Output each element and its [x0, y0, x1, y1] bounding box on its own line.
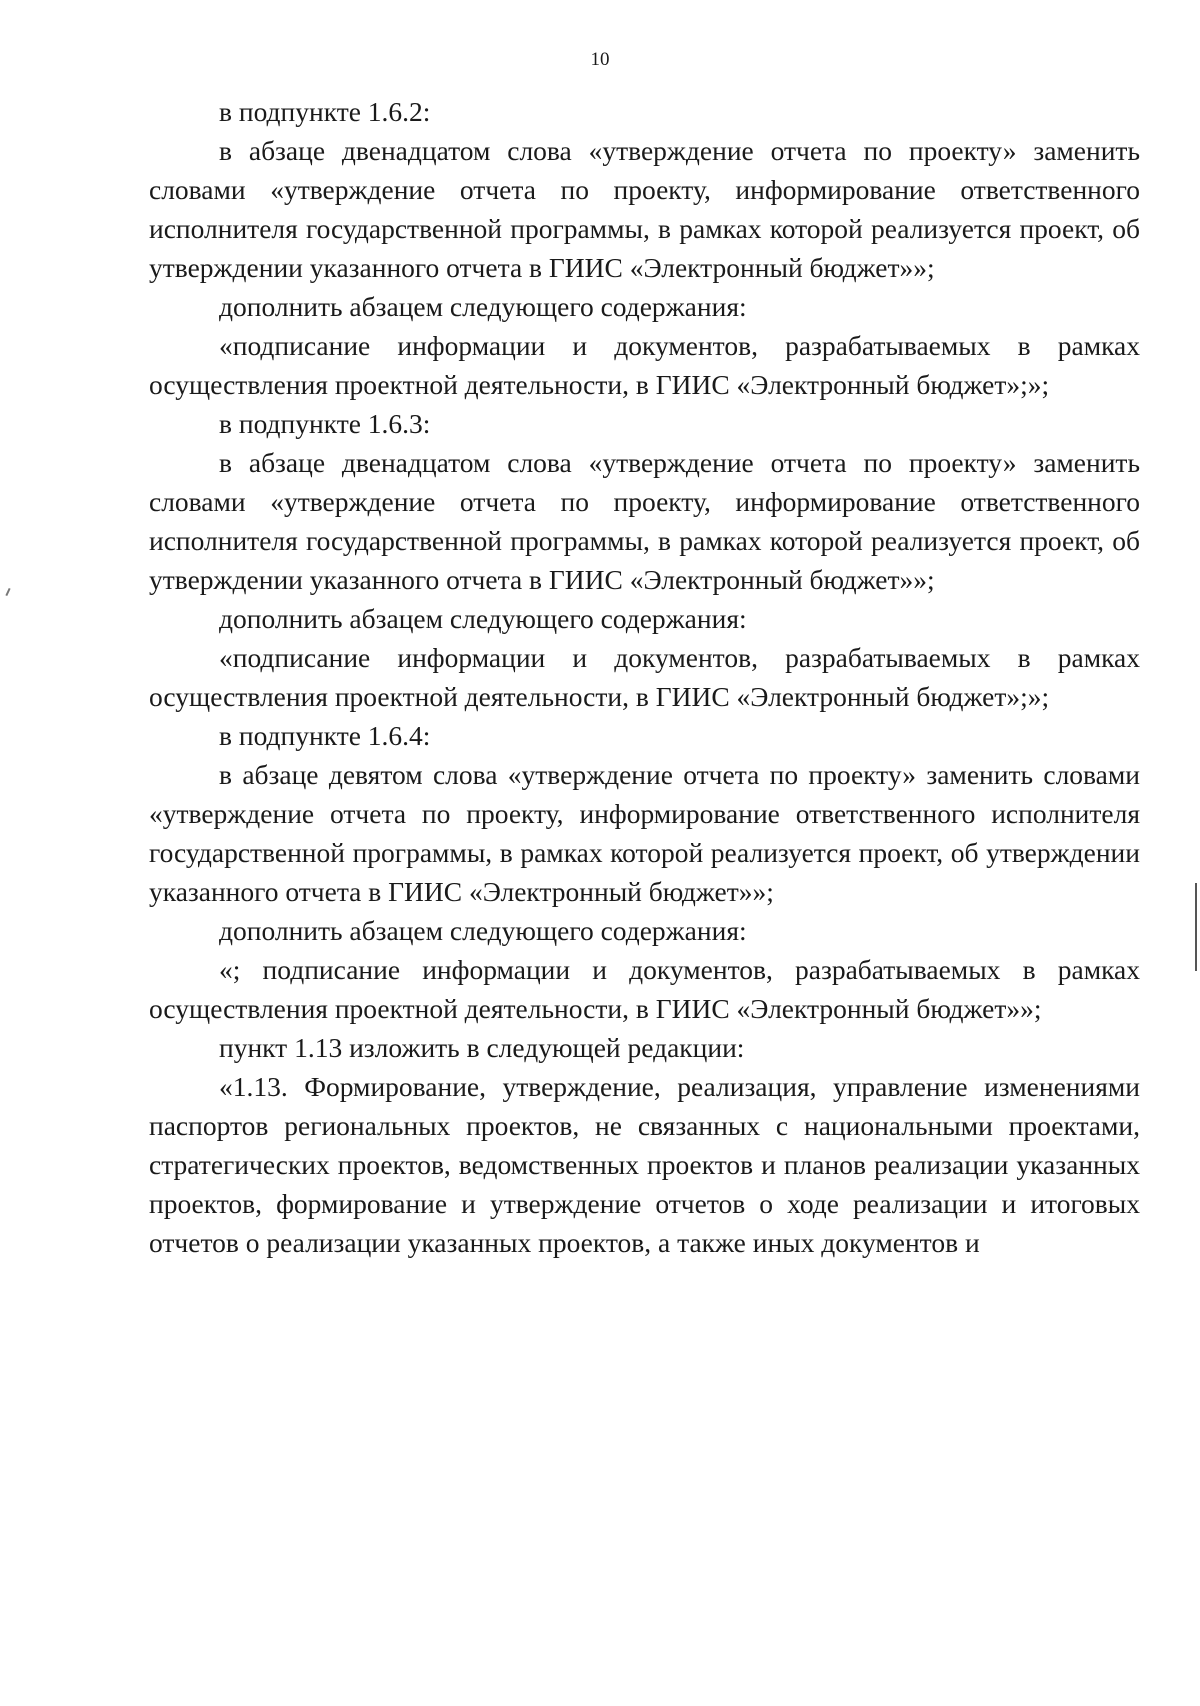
scan-speck	[5, 588, 10, 596]
page-number: 10	[590, 49, 610, 70]
paragraph-4: «подписание информации и документов, разрабатываемых в рамках осуществления проектной деятельности, в ГИИС «Электронный бюджет»;»;	[149, 330, 1140, 400]
paragraph-3: дополнить абзацем следующего содержания:	[219, 291, 747, 322]
paragraph-1: в подпункте 1.6.2:	[219, 96, 431, 127]
document-body	[149, 92, 1140, 1262]
paragraph-8: «подписание информации и документов, разрабатываемых в рамках осуществления проектной деятельности, в ГИИС «Электронный бюджет»;»;	[149, 642, 1140, 712]
paragraph-6: в абзаце двенадцатом слова «утверждение отчета по проекту» заменить словами «утверждение отчета по проекту, информирование ответственного исполнителя государственной программы, в рамках которой реализуется проект, об утверждении указанного отчета в ГИИС «Электронный бюджет»»;	[149, 447, 1140, 595]
paragraph-13: пункт 1.13 изложить в следующей редакции:	[219, 1032, 745, 1063]
scan-margin-mark	[1195, 883, 1197, 971]
paragraph-14: «1.13. Формирование, утверждение, реализация, управление изменениями паспортов региональных проектов, не связанных с национальными проектами, стратегических проектов, ведомственных проектов и планов реализации указанных проектов, формирование и утверждение отчетов о ходе реализации и итоговых отчетов о реализации указанных проектов, а также иных документов и	[149, 1071, 1140, 1258]
paragraph-7: дополнить абзацем следующего содержания:	[219, 603, 747, 634]
paragraph-12: «; подписание информации и документов, разрабатываемых в рамках осуществления проектной деятельности, в ГИИС «Электронный бюджет»»;	[149, 954, 1140, 1024]
paragraph-5: в подпункте 1.6.3:	[219, 408, 431, 439]
paragraph-9: в подпункте 1.6.4:	[219, 720, 431, 751]
paragraph-10: в абзаце девятом слова «утверждение отчета по проекту» заменить словами «утверждение отчета по проекту, информирование ответственного исполнителя государственной программы, в рамках которой реализуется проект, об утверждении указанного отчета в ГИИС «Электронный бюджет»»;	[149, 759, 1140, 907]
paragraph-11: дополнить абзацем следующего содержания:	[219, 915, 747, 946]
paragraph-2: в абзаце двенадцатом слова «утверждение отчета по проекту» заменить словами «утверждение отчета по проекту, информирование ответственного исполнителя государственной программы, в рамках которой реализуется проект, об утверждении указанного отчета в ГИИС «Электронный бюджет»»;	[149, 135, 1140, 283]
